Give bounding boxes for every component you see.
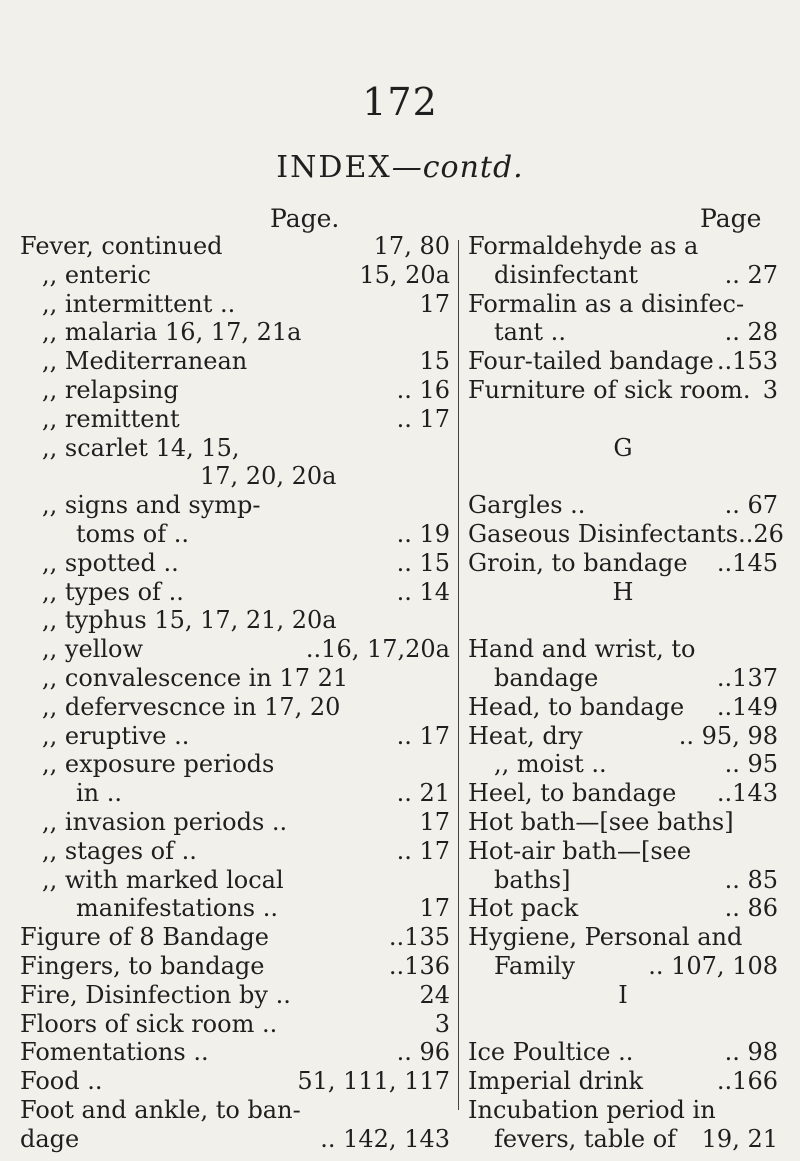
index-entry — [20, 462, 450, 491]
running-head — [0, 150, 800, 185]
index-entry — [468, 347, 778, 376]
index-entry — [468, 923, 778, 952]
index-entry — [468, 1067, 778, 1096]
spacer — [468, 1010, 778, 1039]
entry-page-ref: ..166 — [716, 1067, 778, 1096]
entry-text: Fomentations .. — [20, 1038, 209, 1067]
index-entry — [20, 520, 450, 549]
entry-page-ref: .. 15 — [396, 548, 450, 577]
entry-text: Four-tailed bandage — [468, 347, 714, 376]
entry-text: ,, types of .. — [42, 577, 184, 606]
index-entry — [20, 952, 450, 981]
entry-page-ref: 15, 20a — [359, 260, 450, 289]
index-entry — [468, 894, 778, 923]
entry-page-ref: .. 95, 98 — [678, 721, 778, 750]
running-head-title: INDEX — [276, 150, 392, 185]
entry-page-ref: ..136 — [388, 951, 450, 980]
index-entry — [20, 1038, 450, 1067]
entry-page-ref: ..145 — [716, 548, 778, 577]
entry-text: Fire, Disinfection by .. — [20, 980, 291, 1009]
entry-text: ,, with marked local — [42, 865, 284, 894]
entry-text: ,, moist .. — [494, 750, 607, 779]
index-entry — [20, 318, 450, 347]
index-entry — [20, 981, 450, 1010]
entry-page-ref: .. 142, 143 — [320, 1124, 450, 1153]
index-entry — [20, 347, 450, 376]
entry-page-ref: .. 96 — [396, 1038, 450, 1067]
entry-text: Foot and ankle, to ban- — [20, 1095, 301, 1124]
entry-text: toms of .. — [76, 519, 190, 548]
entry-text: in .. — [76, 779, 123, 808]
entry-page-ref: ..149 — [716, 692, 778, 721]
left-index-column — [20, 232, 450, 1154]
index-entry — [20, 1010, 450, 1039]
entry-page-ref: 17 — [419, 894, 450, 923]
entry-page-ref: ..16, 17,20a — [305, 635, 450, 664]
index-entry — [468, 779, 778, 808]
entry-text: Formalin as a disinfec- — [468, 289, 745, 318]
entry-text: ,, defervescnce in 17, 20 — [42, 692, 341, 721]
entry-text: fevers, table of — [494, 1124, 677, 1153]
index-entry — [468, 693, 778, 722]
index-entry — [20, 1125, 450, 1154]
entry-text: ,, typhus 15, 17, 21, 20a — [42, 606, 337, 635]
index-entry — [468, 635, 778, 664]
entry-text: Ice Poultice .. — [468, 1038, 634, 1067]
entry-page-ref: .. 27 — [724, 260, 778, 289]
entry-text: ,, malaria 16, 17, 21a — [42, 318, 302, 347]
entry-text: ,, remittent — [42, 404, 180, 433]
entry-text: ,, intermittent .. — [42, 289, 236, 318]
entry-text: Heat, dry — [468, 721, 583, 750]
index-entry — [468, 1096, 778, 1125]
entry-text: ,, eruptive .. — [42, 721, 190, 750]
entry-page-ref: 17, 80 — [373, 232, 450, 260]
index-entry — [468, 232, 778, 261]
entry-text: ,, enteric — [42, 260, 151, 289]
entry-text: tant .. — [494, 318, 566, 347]
entry-text: Hand and wrist, to — [468, 635, 696, 664]
entry-text: ,, invasion periods .. — [42, 807, 288, 836]
entry-text: bandage — [494, 663, 599, 692]
entry-page-ref: 3 — [762, 375, 778, 404]
index-entry — [20, 376, 450, 405]
entry-text: Gaseous Disinfectants.. — [468, 519, 754, 548]
entry-text: ,, convalescence in 17 21 — [42, 663, 349, 692]
index-entry — [20, 894, 450, 923]
entry-page-ref: .. 67 — [724, 491, 778, 520]
entry-text: Fever, continued — [20, 232, 223, 260]
page-number: 172 — [362, 80, 438, 124]
index-entry — [468, 808, 778, 837]
running-head-suffix: —contd. — [391, 150, 524, 185]
column-divider — [458, 240, 459, 1110]
entry-text: ,, stages of .. — [42, 836, 197, 865]
index-entry — [20, 664, 450, 693]
entry-text: ,, spotted .. — [42, 548, 179, 577]
index-entry — [20, 866, 450, 895]
section-letter: H — [612, 577, 634, 606]
index-entry — [20, 1096, 450, 1125]
entry-text: Figure of 8 Bandage — [20, 923, 269, 952]
right-column-page-label: Page — [700, 204, 762, 233]
index-entry — [468, 1125, 778, 1154]
index-entry — [468, 261, 778, 290]
entry-page-ref: 24 — [419, 980, 450, 1009]
index-entry — [20, 837, 450, 866]
entry-text: dage — [20, 1124, 80, 1153]
entry-text: Imperial drink — [468, 1067, 644, 1096]
entry-page-ref: .. 19 — [396, 519, 450, 548]
entry-text: Formaldehyde as a — [468, 232, 699, 260]
entry-text: ,, signs and symp- — [42, 491, 261, 520]
entry-text: Head, to bandage — [468, 692, 685, 721]
section-letter: I — [618, 980, 628, 1009]
entry-page-ref: .. 17 — [396, 836, 450, 865]
entry-text: ,, scarlet 14, 15, — [42, 433, 240, 462]
entry-text: baths] — [494, 865, 571, 894]
index-entry — [20, 606, 450, 635]
section-letter: G — [613, 433, 633, 462]
entry-page-ref: 3 — [434, 1009, 450, 1038]
index-entry — [468, 491, 778, 520]
entry-text: Floors of sick room .. — [20, 1009, 278, 1038]
entry-text: 17, 20, 20a — [200, 462, 337, 491]
entry-page-ref: 26 — [753, 519, 784, 548]
entry-page-ref: .. 86 — [724, 894, 778, 923]
entry-page-ref: 17 — [419, 289, 450, 318]
index-entry — [20, 578, 450, 607]
entry-text: ,, relapsing — [42, 375, 179, 404]
entry-text: Food .. — [20, 1067, 103, 1096]
index-entry — [20, 491, 450, 520]
index-entry — [468, 837, 778, 866]
spacer — [468, 405, 778, 434]
right-index-column — [468, 232, 784, 1154]
index-entry — [468, 290, 778, 319]
entry-page-ref: .. 95 — [724, 750, 778, 779]
spacer — [468, 462, 778, 491]
index-entry — [468, 952, 778, 981]
index-entry — [20, 290, 450, 319]
entry-page-ref: .. 14 — [396, 577, 450, 606]
entry-text: Family — [494, 951, 575, 980]
index-entry — [468, 376, 778, 405]
entry-text: ,, exposure periods — [42, 750, 275, 779]
index-entry — [20, 750, 450, 779]
entry-text: ,, yellow — [42, 635, 143, 664]
index-entry — [20, 232, 450, 261]
index-entry — [468, 722, 778, 751]
index-entry — [468, 866, 778, 895]
index-entry — [20, 405, 450, 434]
index-entry — [20, 261, 450, 290]
entry-text: ,, Mediterranean — [42, 347, 248, 376]
index-entry — [20, 1067, 450, 1096]
index-entry — [20, 635, 450, 664]
entry-page-ref: .. 28 — [724, 318, 778, 347]
entry-page-ref: ..143 — [716, 779, 778, 808]
entry-text: Hot pack — [468, 894, 579, 923]
index-entry — [20, 779, 450, 808]
entry-text: Fingers, to bandage — [20, 951, 265, 980]
entry-text: disinfectant — [494, 260, 639, 289]
entry-page-ref: ..137 — [716, 663, 778, 692]
entry-text: Heel, to bandage — [468, 779, 677, 808]
entry-text: Hot bath—[see baths] — [468, 807, 734, 836]
index-entry — [20, 434, 450, 463]
entry-page-ref: 17 — [419, 807, 450, 836]
index-entry — [20, 693, 450, 722]
entry-page-ref: ..135 — [388, 923, 450, 952]
index-entry — [468, 549, 778, 578]
entry-page-ref: ..153 — [716, 347, 778, 376]
entry-page-ref: .. 21 — [396, 779, 450, 808]
entry-page-ref: .. 17 — [396, 721, 450, 750]
entry-page-ref: .. 17 — [396, 404, 450, 433]
entry-text: Furniture of sick room. — [468, 375, 751, 404]
entry-page-ref: 15 — [419, 347, 450, 376]
index-entry — [468, 318, 778, 347]
entry-page-ref: .. 107, 108 — [648, 951, 778, 980]
entry-page-ref: .. 85 — [724, 865, 778, 894]
left-column-page-label: Page. — [270, 204, 340, 233]
index-entry — [20, 923, 450, 952]
index-entry — [20, 549, 450, 578]
entry-text: Hygiene, Personal and — [468, 923, 743, 952]
entry-page-ref: 19, 21 — [701, 1124, 778, 1153]
entry-text: manifestations .. — [76, 894, 278, 923]
entry-page-ref: .. 16 — [396, 375, 450, 404]
entry-page-ref: .. 98 — [724, 1038, 778, 1067]
index-entry — [468, 750, 778, 779]
entry-text: Gargles .. — [468, 491, 586, 520]
entry-page-ref: 51, 111, 117 — [297, 1067, 450, 1096]
entry-text: Incubation period in — [468, 1095, 716, 1124]
index-entry — [468, 1038, 778, 1067]
index-entry — [468, 519, 784, 549]
index-entry — [20, 808, 450, 837]
entry-text: Hot-air bath—[see — [468, 836, 692, 865]
spacer — [468, 606, 778, 635]
index-entry — [20, 722, 450, 751]
entry-text: Groin, to bandage — [468, 548, 688, 577]
index-entry — [468, 664, 778, 693]
